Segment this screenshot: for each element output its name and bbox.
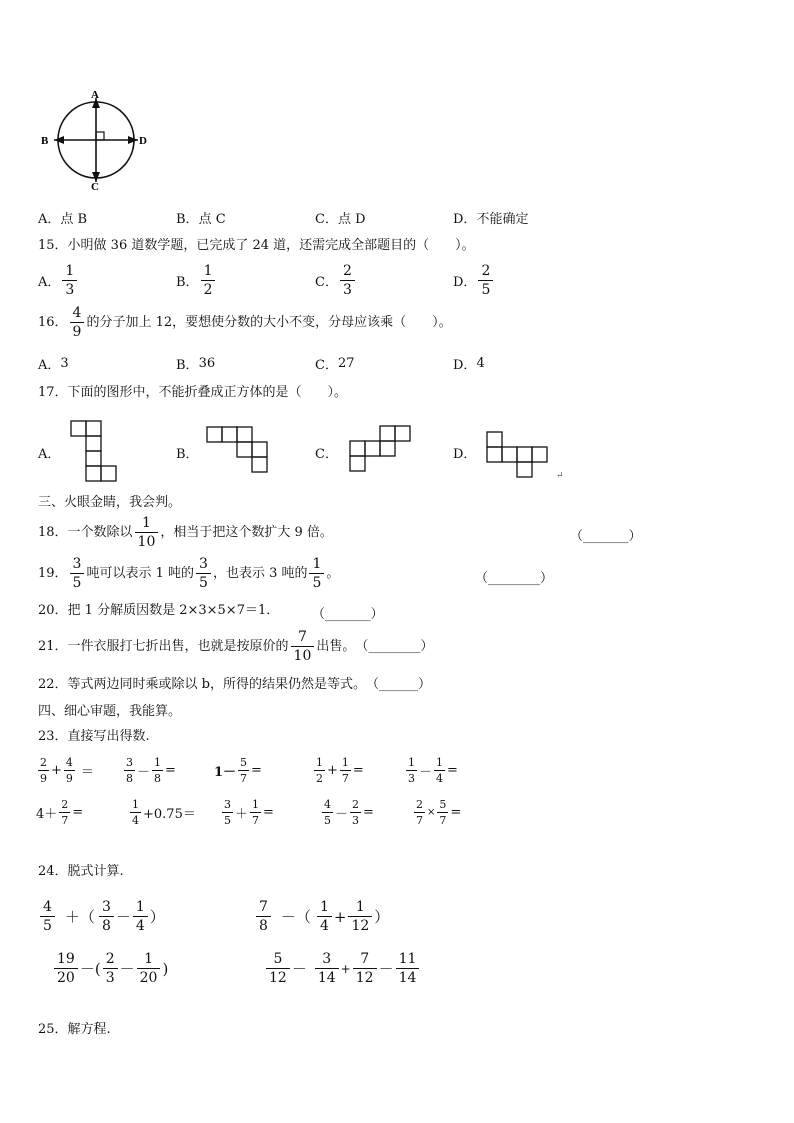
- q22-stem: 22．等式两边同时乘或除以 b，所得的结果仍然是等式。 （______）: [38, 677, 432, 692]
- section-4-title: 四、细心审题，我能算。: [38, 704, 182, 719]
- q15-option-d[interactable]: D． $\frac{2}{5}$: [453, 264, 495, 297]
- q23-expr-5: $\frac{1}{3}$ － $\frac{1}{4}$ =: [408, 756, 458, 785]
- cube-net-c: [349, 425, 413, 473]
- q15-stem: 15．小明做 36 道数学题，已完成了 24 道，还需完成全部题目的（ ）。: [38, 238, 475, 253]
- q14-option-b[interactable]: B． 点 C: [176, 212, 226, 227]
- q20-answer-blank[interactable]: （_______）: [312, 607, 384, 622]
- q24-expr-4: $\frac{5}{12}$ － $\frac{3}{14}$ + $\frac{7}{12}$ － $\frac{11}{14}$: [264, 952, 421, 985]
- q21-answer-blank[interactable]: （________）: [355, 638, 434, 654]
- q24-expr-1: $\frac{4}{5}$ ＋（ $\frac{3}{8}$ － $\frac{1}{4}$ ）: [38, 900, 165, 933]
- q19-answer-blank[interactable]: （________）: [475, 571, 554, 586]
- cube-net-a: [70, 420, 120, 482]
- q18-stem: 18．一个数除以 $\frac{1}{10}$ ，相当于把这个数扩大 9 倍。: [38, 515, 333, 550]
- q15-option-a[interactable]: A． $\frac{1}{3}$: [38, 264, 79, 297]
- q17-stem: 17．下面的图形中，不能折叠成正方体的是（ ）。: [38, 385, 348, 400]
- q23-expr-9: $\frac{4}{5}$ － $\frac{2}{3}$ =: [324, 798, 374, 827]
- q22-answer-blank[interactable]: （______）: [366, 677, 432, 692]
- cube-net-d: [486, 431, 550, 479]
- compass-label-b: B: [41, 135, 49, 147]
- q23-title: 23．直接写出得数.: [38, 729, 150, 744]
- q14-option-c[interactable]: C． 点 D: [315, 212, 366, 227]
- q19-stem: 19． $\frac{3}{5}$ 吨可以表示 1 吨的 $\frac{3}{5}$ ，也表示 3 吨的 $\frac{1}{5}$ 。: [38, 556, 340, 591]
- q23-expr-10: $\frac{2}{7}$ × $\frac{5}{7}$ =: [416, 798, 462, 827]
- q17-option-d[interactable]: D．: [453, 447, 477, 462]
- q23-expr-8: $\frac{3}{5}$ ＋ $\frac{1}{7}$ =: [224, 798, 274, 827]
- compass-diagram: [40, 86, 150, 192]
- q14-option-a[interactable]: A． 点 B: [38, 212, 88, 227]
- q17-option-a[interactable]: A．: [38, 447, 61, 462]
- q23-expr-2: $\frac{3}{8}$ － $\frac{1}{8}$ =: [126, 756, 176, 785]
- q24-expr-2: $\frac{7}{8}$ －（ $\frac{1}{4}$ + $\frac{1}{12}$ ）: [254, 900, 389, 933]
- q16-option-a[interactable]: A． 3: [38, 356, 69, 373]
- return-mark: ↵: [556, 471, 564, 481]
- q23-expr-7: $\frac{1}{4}$ +0.75＝: [132, 798, 196, 827]
- q16-stem: 16． $\frac{4}{9}$ 的分子加上 12，要想使分数的大小不变，分母应该乘（ ）。: [38, 305, 452, 340]
- q24-expr-3: $\frac{19}{20}$ －( $\frac{2}{3}$ － $\frac{1}{20}$ ): [52, 952, 168, 985]
- q24-title: 24．脱式计算.: [38, 864, 124, 879]
- q23-expr-6: 4＋ $\frac{2}{7}$ =: [36, 798, 84, 827]
- compass-label-a: A: [91, 89, 99, 101]
- q15-option-b[interactable]: B． $\frac{1}{2}$: [176, 264, 217, 297]
- compass-label-d: D: [139, 135, 147, 147]
- q23-expr-1: $\frac{2}{9}$ + $\frac{4}{9}$ ＝: [40, 756, 94, 785]
- q16-option-b[interactable]: B． 36: [176, 356, 216, 373]
- q16-option-d[interactable]: D． 4: [453, 356, 485, 373]
- q14-option-d[interactable]: D． 不能确定: [453, 212, 529, 227]
- section-3-title: 三、火眼金睛，我会判。: [38, 495, 182, 510]
- q23-expr-4: $\frac{1}{2}$ + $\frac{1}{7}$ =: [316, 756, 364, 785]
- q17-option-b[interactable]: B．: [176, 447, 199, 462]
- q21-stem: 21．一件衣服打七折出售，也就是按原价的 $\frac{7}{10}$ 出售。 （________）: [38, 629, 434, 664]
- q15-option-c[interactable]: C． $\frac{2}{3}$: [315, 264, 357, 297]
- q25-title: 25．解方程.: [38, 1022, 111, 1037]
- q17-option-c[interactable]: C．: [315, 447, 338, 462]
- q18-answer-blank[interactable]: （_______）: [570, 529, 642, 544]
- q23-expr-3: 1－ $\frac{5}{7}$ =: [214, 756, 262, 785]
- q20-stem: 20．把 1 分解质因数是 2×3×5×7＝1．: [38, 603, 280, 618]
- cube-net-b: [206, 426, 270, 474]
- compass-label-c: C: [91, 181, 99, 192]
- q16-option-c[interactable]: C． 27: [315, 356, 355, 373]
